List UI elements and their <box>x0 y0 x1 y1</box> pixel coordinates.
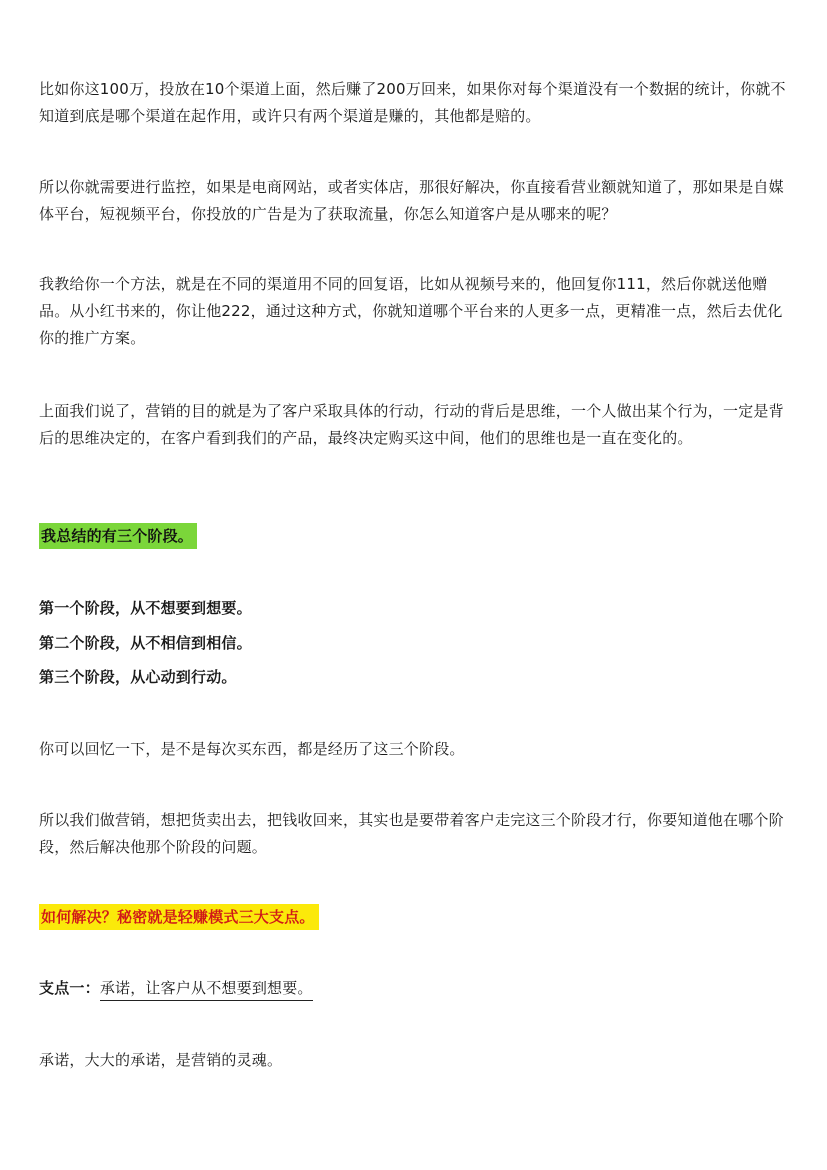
pivot-one-text: 承诺，让客户从不想要到想要。 <box>100 979 313 1001</box>
highlight-secret: 如何解决？秘密就是轻赚模式三大支点。 <box>39 904 319 930</box>
stage-three: 第三个阶段，从心动到行动。 <box>39 668 237 686</box>
paragraph-reply-method: 我教给你一个方法，就是在不同的渠道用不同的回复语，比如从视频号来的，他回复你111，然后你就送他赠品。从小红书来的，你让他222，通过这种方式，你就知道哪个平台来的人更多一点，更精准一点，然后去优化你的推广方案。 <box>39 275 783 347</box>
stage-two: 第二个阶段，从不相信到相信。 <box>39 634 252 652</box>
paragraph-promise: 承诺，大大的承诺，是营销的灵魂。 <box>39 1051 283 1069</box>
paragraph-recall: 你可以回忆一下，是不是每次买东西，都是经历了这三个阶段。 <box>39 740 465 758</box>
paragraph-selling: 所以我们做营销，想把货卖出去，把钱收回来，其实也是要带着客户走完这三个阶段才行，你要知道他在哪个阶段，然后解决他那个阶段的问题。 <box>39 811 784 856</box>
pivot-one-line <box>39 975 313 1002</box>
stage-one: 第一个阶段，从不想要到想要。 <box>39 599 252 617</box>
paragraph-channel-example: 比如你这100万，投放在10个渠道上面，然后赚了200万回来，如果你对每个渠道没有一个数据的统计，你就不知道到底是哪个渠道在起作用，或许只有两个渠道是赚的，其他都是赔的。 <box>39 80 786 125</box>
paragraph-marketing-purpose: 上面我们说了，营销的目的就是为了客户采取具体的行动，行动的背后是思维，一个人做出某个行为，一定是背后的思维决定的，在客户看到我们的产品，最终决定购买这中间，他们的思维也是一直在变化的。 <box>39 402 784 447</box>
paragraph-monitoring: 所以你就需要进行监控，如果是电商网站，或者实体店，那很好解决，你直接看营业额就知道了，那如果是自媒体平台，短视频平台，你投放的广告是为了获取流量，你怎么知道客户是从哪来的呢？ <box>39 178 784 223</box>
pivot-one-label: 支点一： <box>39 979 100 997</box>
highlight-three-stages-wrap <box>39 523 197 550</box>
highlight-three-stages: 我总结的有三个阶段。 <box>39 523 197 549</box>
highlight-secret-wrap <box>39 904 319 931</box>
